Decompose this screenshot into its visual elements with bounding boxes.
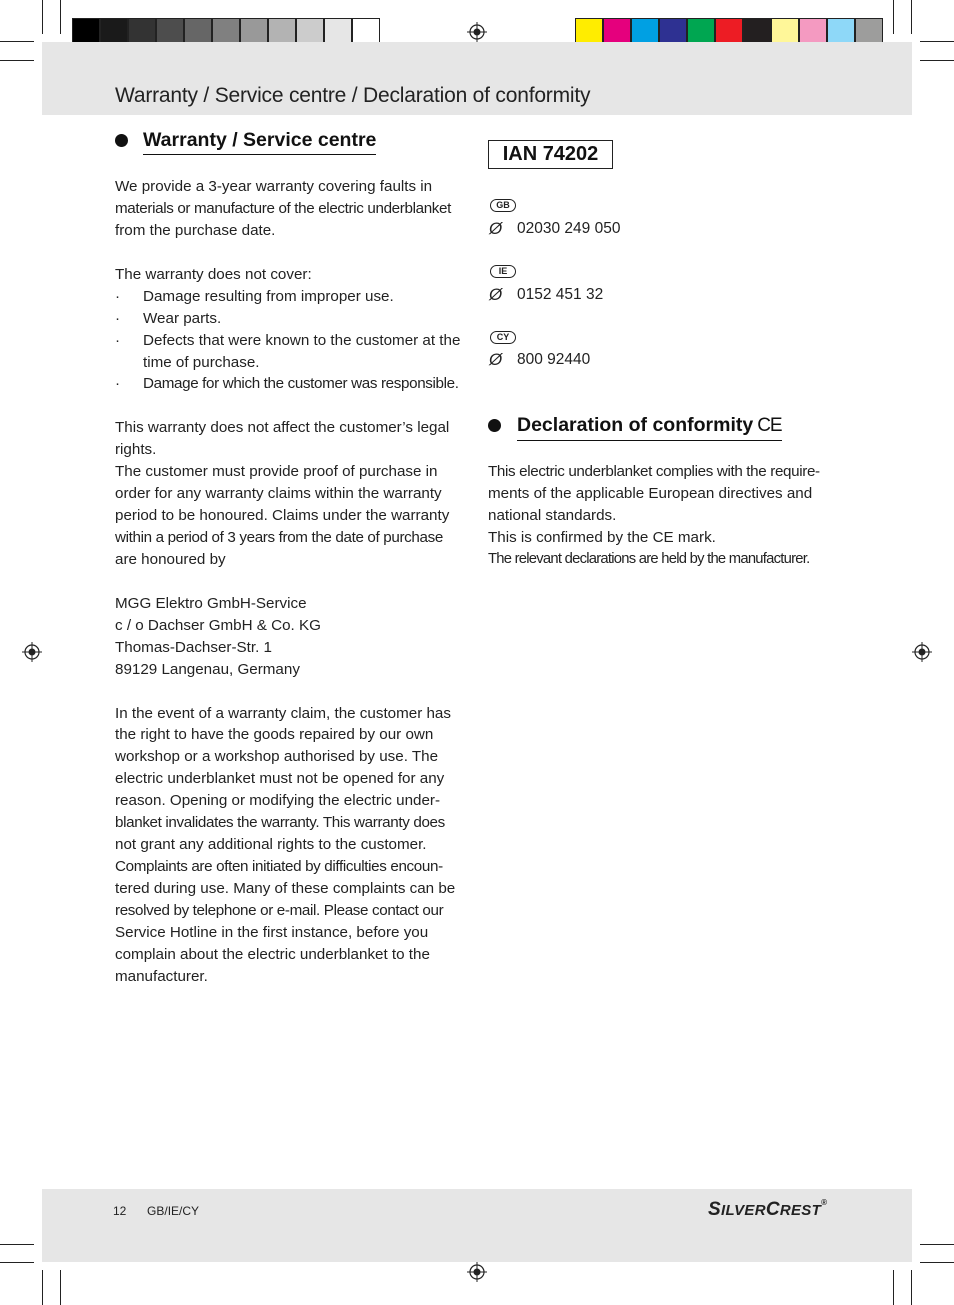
- section-bullet-icon: [115, 134, 128, 147]
- hotline-number-cy: 800 92440: [517, 351, 591, 368]
- address-line: c / o Dachser GmbH & Co. KG: [115, 616, 321, 634]
- registration-mark-icon: [467, 22, 487, 42]
- crop-mark: [0, 1244, 34, 1245]
- page-footer-label: [113, 1204, 199, 1218]
- crop-mark: [893, 1270, 894, 1305]
- text-line: workshop or a workshop authorised by use. The: [115, 748, 439, 766]
- text-line: materials or manufacture of the electric underblanket: [115, 199, 452, 217]
- crop-mark: [0, 1262, 34, 1263]
- crop-mark: [60, 0, 61, 34]
- conformity-heading: [517, 413, 782, 441]
- country-badge-gb: GB: [490, 199, 516, 212]
- list-item-text: Wear parts.: [143, 309, 222, 327]
- hotline-number-gb: 02030 249 050: [517, 220, 621, 237]
- list-item-text: Defects that were known to the customer at the: [143, 331, 461, 349]
- brand-logo: SILVERCREST®: [708, 1198, 828, 1220]
- crop-mark: [893, 0, 894, 34]
- crop-mark: [911, 1270, 912, 1305]
- text-line: resolved by telephone or e-mail. Please contact our: [115, 901, 444, 919]
- ce-mark-icon: CE: [757, 415, 782, 436]
- conformity-heading-text: Declaration of conformity: [517, 414, 754, 436]
- country-badge-cy: CY: [490, 331, 516, 344]
- text-line: electric underblanket must not be opened for any: [115, 770, 445, 788]
- address-line: MGG Elektro GmbH-Service: [115, 594, 307, 612]
- text-line: from the purchase date.: [115, 221, 276, 239]
- crop-mark: [920, 1262, 954, 1263]
- footer-locale: GB/IE/CY: [147, 1204, 200, 1218]
- registration-mark-icon: [912, 642, 932, 662]
- address-line: 89129 Langenau, Germany: [115, 660, 300, 678]
- text-line: This is confirmed by the CE mark.: [488, 528, 716, 546]
- crop-mark: [920, 41, 954, 42]
- text-line: the right to have the goods repaired by our own: [115, 726, 434, 744]
- list-item-text: Damage for which the customer was responsible.: [143, 375, 459, 393]
- crop-mark: [911, 0, 912, 34]
- registration-mark-icon: [22, 642, 42, 662]
- list-item: [115, 308, 470, 330]
- text-line: period to be honoured. Claims under the warranty: [115, 507, 450, 525]
- crop-mark: [0, 60, 34, 61]
- ian-number-box: IAN 74202: [488, 140, 613, 169]
- list-bullet: ·: [115, 331, 121, 349]
- text-line: are honoured by: [115, 550, 226, 568]
- crop-mark: [0, 41, 34, 42]
- list-item: [115, 330, 470, 352]
- crop-mark: [42, 1270, 43, 1305]
- warranty-body: [115, 176, 470, 988]
- text-line: Complaints are often initiated by difficulties encoun-: [115, 858, 443, 876]
- list-item-text: Damage resulting from improper use.: [143, 287, 394, 305]
- section-bullet-icon: [488, 419, 501, 432]
- list-bullet: ·: [115, 287, 121, 305]
- text-line: national standards.: [488, 506, 617, 524]
- address-line: Thomas-Dachser-Str. 1: [115, 638, 272, 656]
- text-line: The warranty does not cover:: [115, 265, 312, 283]
- conformity-body: [488, 461, 848, 571]
- list-item: [115, 373, 470, 395]
- list-item-text: time of purchase.: [143, 353, 260, 371]
- hotline-number-ie: 0152 451 32: [517, 286, 604, 303]
- list-item: [115, 286, 470, 308]
- crop-mark: [60, 1270, 61, 1305]
- warranty-heading: Warranty / Service centre: [143, 128, 376, 155]
- crop-mark: [920, 60, 954, 61]
- text-line: manufacturer.: [115, 967, 208, 985]
- text-line: In the event of a warranty claim, the customer has: [115, 704, 451, 722]
- list-bullet: ·: [115, 309, 121, 327]
- phone-icon: Ø: [489, 350, 503, 369]
- text-line: The relevant declarations are held by the manufacturer.: [488, 550, 810, 567]
- text-line: Service Hotline in the first instance, before you: [115, 923, 429, 941]
- text-line: order for any warranty claims within the warranty: [115, 485, 442, 503]
- text-line: blanket invalidates the warranty. This warranty does: [115, 814, 445, 832]
- text-line: This warranty does not affect the customer’s legal: [115, 419, 450, 437]
- crop-mark: [920, 1244, 954, 1245]
- text-line: ments of the applicable European directives and: [488, 484, 813, 502]
- text-line: complain about the electric underblanket to the: [115, 945, 430, 963]
- text-line: rights.: [115, 441, 157, 459]
- text-line: not grant any additional rights to the customer.: [115, 836, 427, 854]
- phone-icon: Ø: [489, 219, 503, 238]
- text-line: reason. Opening or modifying the electric under-: [115, 792, 441, 810]
- country-badge-ie: IE: [490, 265, 516, 278]
- text-line: This electric underblanket complies with the require-: [488, 463, 820, 480]
- phone-icon: Ø: [489, 285, 503, 304]
- text-line: The customer must provide proof of purchase in: [115, 463, 438, 481]
- list-bullet: ·: [115, 375, 121, 393]
- crop-mark: [42, 0, 43, 34]
- page-number: 12: [113, 1204, 127, 1218]
- text-line: We provide a 3-year warranty covering faults in: [115, 178, 433, 195]
- text-line: tered during use. Many of these complaints can be: [115, 880, 456, 897]
- registration-mark-icon: [467, 1262, 487, 1282]
- text-line: within a period of 3 years from the date of purchase: [115, 529, 443, 546]
- page-title: Warranty / Service centre / Declaration of conformity: [115, 84, 591, 107]
